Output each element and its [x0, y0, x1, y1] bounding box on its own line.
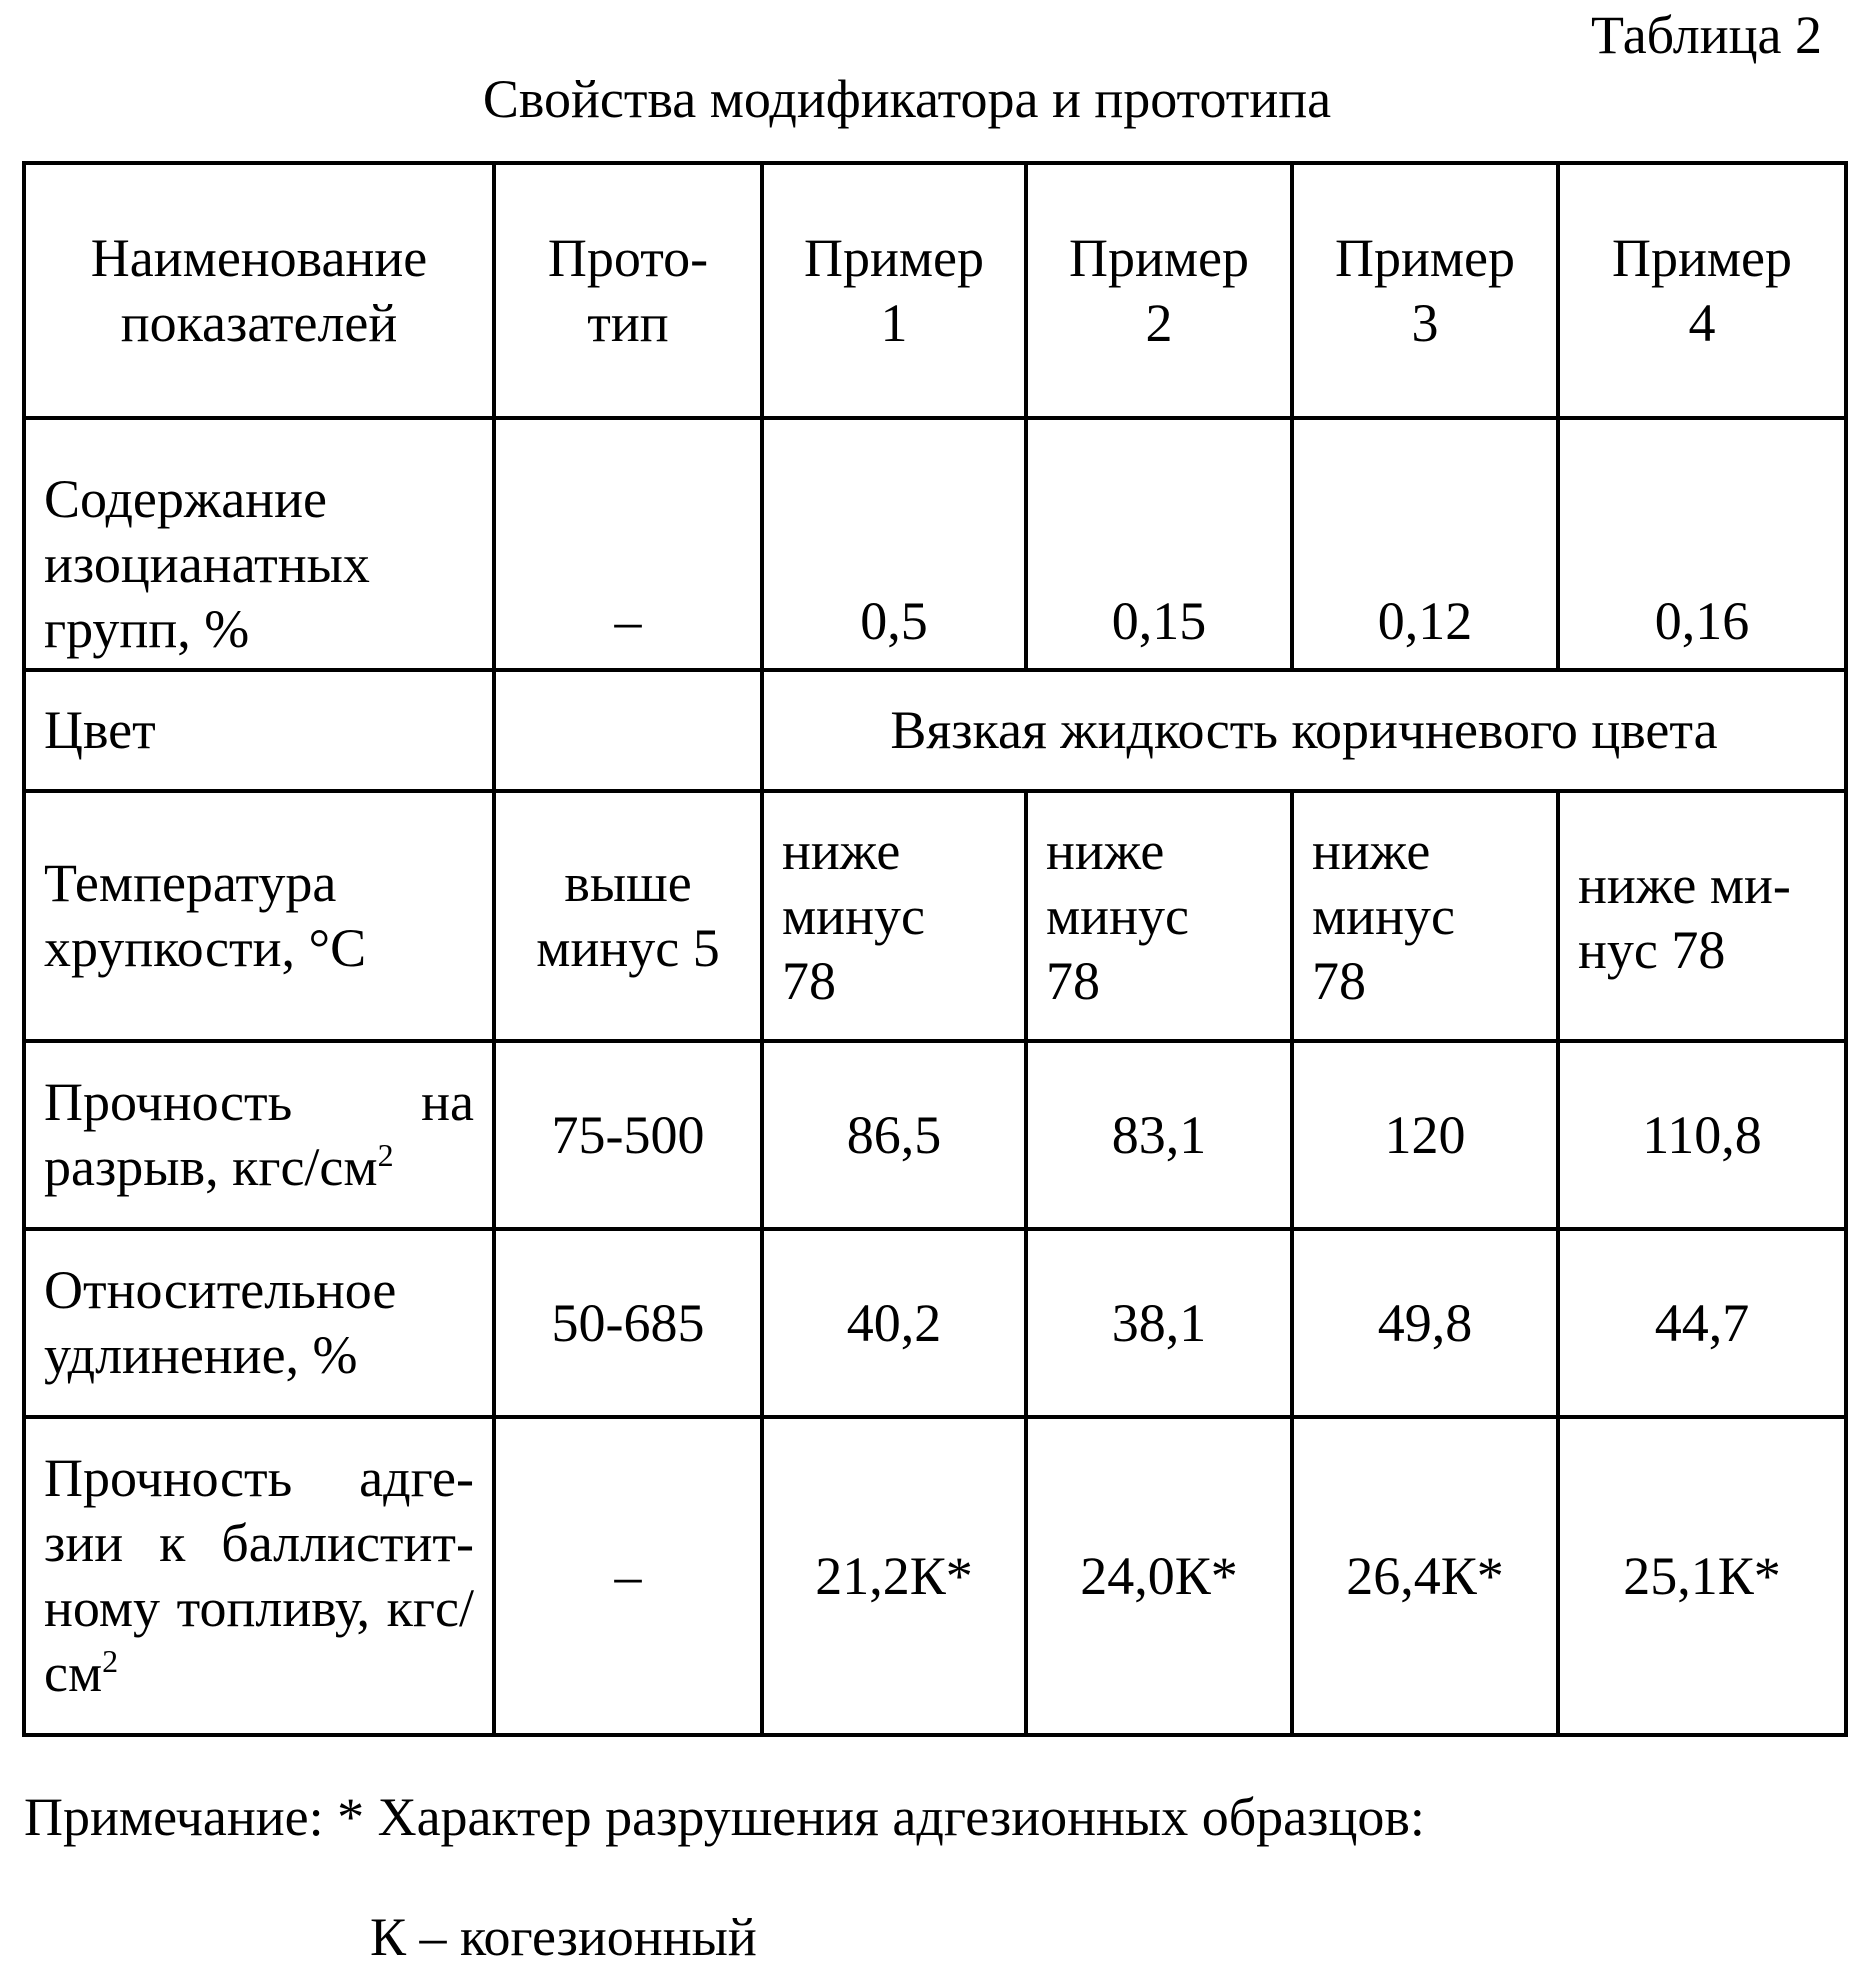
cell-example-4: 0,16: [1558, 418, 1846, 670]
cell-example-3: 49,8: [1292, 1229, 1558, 1417]
row-label: Содержание изоцианатных групп, %: [24, 418, 494, 670]
header-example-4: Пример 4: [1558, 163, 1846, 418]
cell-merged-color: Вязкая жидкость коричневого цвета: [762, 670, 1846, 791]
row-label: Относительное удлинение, %: [24, 1229, 494, 1417]
cell-example-1: ниже минус 78: [762, 791, 1026, 1041]
row-label: Температура хрупкости, °С: [24, 791, 494, 1041]
cell-example-4: 110,8: [1558, 1041, 1846, 1229]
cell-example-3: ниже минус 78: [1292, 791, 1558, 1041]
cell-example-4: 44,7: [1558, 1229, 1846, 1417]
cell-prototype: 75-500: [494, 1041, 762, 1229]
cell-example-3: 120: [1292, 1041, 1558, 1229]
row-tensile: [24, 1041, 1846, 1229]
cell-example-4: 25,1К*: [1558, 1417, 1846, 1735]
cell-example-1: 0,5: [762, 418, 1026, 670]
footnote: Примечание: * Характер разрушения адгезионных образцов:: [24, 1786, 1425, 1848]
cell-prototype: [494, 670, 762, 791]
row-isocyanate: [24, 418, 1846, 670]
row-label: Цвет: [24, 670, 494, 791]
header-indicator: Наименование показателей: [24, 163, 494, 418]
row-label: Прочность адге-зии к баллистит-ному топливу, кгс/см2: [24, 1417, 494, 1735]
cell-example-2: 38,1: [1026, 1229, 1292, 1417]
cell-prototype: –: [494, 1417, 762, 1735]
cell-example-2: ниже минус 78: [1026, 791, 1292, 1041]
cell-example-4: ниже ми- нус 78: [1558, 791, 1846, 1041]
header-example-3: Пример 3: [1292, 163, 1558, 418]
footnote-legend: К – когезионный: [370, 1906, 757, 1968]
cell-example-1: 86,5: [762, 1041, 1026, 1229]
cell-example-3: 0,12: [1292, 418, 1558, 670]
cell-example-2: 24,0К*: [1026, 1417, 1292, 1735]
cell-prototype: –: [494, 418, 762, 670]
row-adhesion: [24, 1417, 1846, 1735]
cell-prototype: выше минус 5: [494, 791, 762, 1041]
table-title: Свойства модификатора и прототипа: [0, 68, 1814, 130]
cell-example-1: 21,2К*: [762, 1417, 1026, 1735]
cell-example-2: 0,15: [1026, 418, 1292, 670]
header-example-2: Пример 2: [1026, 163, 1292, 418]
properties-table: [22, 161, 1848, 1737]
cell-prototype: 50-685: [494, 1229, 762, 1417]
table-label: Таблица 2: [1591, 4, 1822, 66]
cell-example-2: 83,1: [1026, 1041, 1292, 1229]
header-example-1: Пример 1: [762, 163, 1026, 418]
row-brittleness: [24, 791, 1846, 1041]
cell-example-3: 26,4К*: [1292, 1417, 1558, 1735]
header-row: [24, 163, 1846, 418]
row-label: Прочность на разрыв, кгс/см2: [24, 1041, 494, 1229]
row-elongation: [24, 1229, 1846, 1417]
cell-example-1: 40,2: [762, 1229, 1026, 1417]
header-prototype: Прото- тип: [494, 163, 762, 418]
row-color: [24, 670, 1846, 791]
